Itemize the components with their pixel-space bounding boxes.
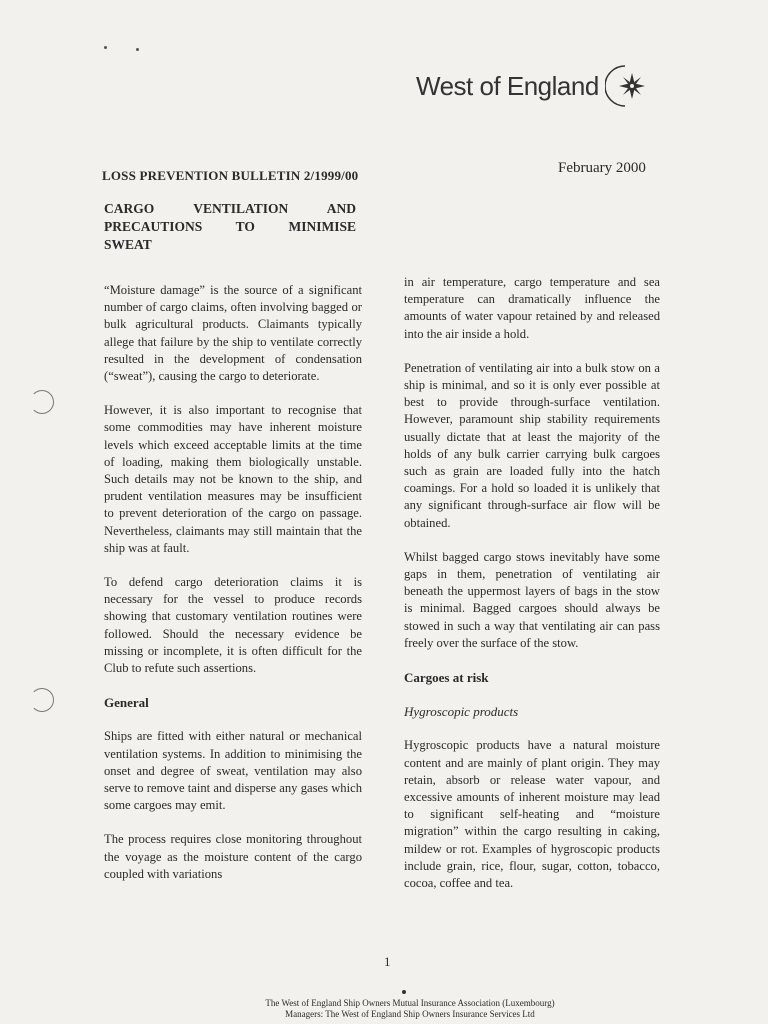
footer-line: The West of England Ship Owners Mutual Insurance Association (Luxembourg) — [265, 998, 555, 1008]
punch-hole-icon — [30, 390, 54, 414]
paragraph: Hygroscopic products have a natural moisture content and are mainly of plant origin. They may retain, absorb or release water vapour, and excessive amounts of inherent moisture may lead to significant self-heating and “moisture migration” within the cargo resulting in caking, mildew or rot. Examples of hygroscopic products include grain, rice, flour, sugar, cotton, tobacco, cocoa, coffee and tea. — [404, 738, 660, 891]
paragraph: The process requires close monitoring throughout the voyage as the moisture content of the cargo coupled with variations — [104, 832, 362, 881]
bulletin-number: LOSS PREVENTION BULLETIN 2/1999/00 — [102, 168, 359, 183]
document-title — [104, 200, 356, 254]
paragraph: Ships are fitted with either natural or mechanical ventilation systems. In addition to minimising the onset and degree of sweat, ventilation may also serve to remove taint and disperse any gases which some cargoes may emit. — [104, 729, 362, 813]
page-number: 1 — [384, 954, 391, 969]
section-heading-cargoes-at-risk: Cargoes at risk — [404, 670, 489, 686]
bulletin-date: February 2000 — [558, 160, 646, 176]
footer-dot — [402, 990, 406, 994]
right-column — [404, 274, 660, 909]
section-heading-general: General — [104, 695, 149, 711]
subheading-hygroscopic-products: Hygroscopic products — [404, 704, 519, 720]
brand-name: West of England — [416, 70, 599, 101]
footer — [150, 998, 670, 1020]
paragraph: “Moisture damage” is the source of a significant number of cargo claims, often involving bagged or bulk agricultural products. Claimants typically allege that failure by the ship to ventilate correctly resulted in the development of condensation (“sweat”), causing the cargo to deteriorate. — [104, 283, 362, 384]
title-line: PRECAUTIONS TO MINIMISE — [104, 219, 356, 234]
paragraph: in air temperature, cargo temperature and sea temperature can dramatically influence the amounts of water vapour retained by and released into the air inside a hold. — [404, 275, 660, 341]
scan-speck — [104, 46, 107, 49]
title-line: SWEAT — [104, 237, 152, 252]
scan-speck — [136, 48, 139, 51]
footer-line: Managers: The West of England Ship Owners Insurance Services Ltd — [285, 1009, 535, 1019]
paragraph: Penetration of ventilating air into a bulk stow on a ship is minimal, and so it is only ever possible at best to provide through-surface ventilation. However, paramount ship stability requirements usually dictate that at least the majority of the holds of any bulk carrier carrying bulk cargoes such as grain are loaded fully into the hatch coamings. For a hold so loaded it is unlikely that any significant through-surface air flow will be obtained. — [404, 360, 660, 530]
paragraph: However, it is also important to recognise that some commodities may have inherent moisture levels which exceed acceptable limits at the time of loading, making them biologically unstable. Such details may not be known to the ship, and prudent ventilation measures may be insufficient to prevent deterioration of the cargo on passage. Nevertheless, claimants may still maintain that the ship was at fault. — [104, 403, 362, 555]
left-column — [104, 282, 362, 900]
brand-logo — [416, 62, 653, 110]
paragraph: Whilst bagged cargo stows inevitably have some gaps in them, penetration of ventilating air beneath the uppermost layers of bags in the stow is minimal. Bagged cargoes should always be stowed in such a way that ventilating air can pass freely over the surface of the stow. — [404, 549, 660, 650]
title-line: CARGO VENTILATION AND — [104, 201, 356, 216]
paragraph: To defend cargo deterioration claims it is necessary for the vessel to produce records showing that customary ventilation routines were followed. Should the necessary evidence be missing or incomplete, it is often difficult for the Club to refute such assertions. — [104, 575, 362, 676]
punch-hole-icon — [30, 688, 54, 712]
compass-star-icon — [605, 62, 653, 110]
